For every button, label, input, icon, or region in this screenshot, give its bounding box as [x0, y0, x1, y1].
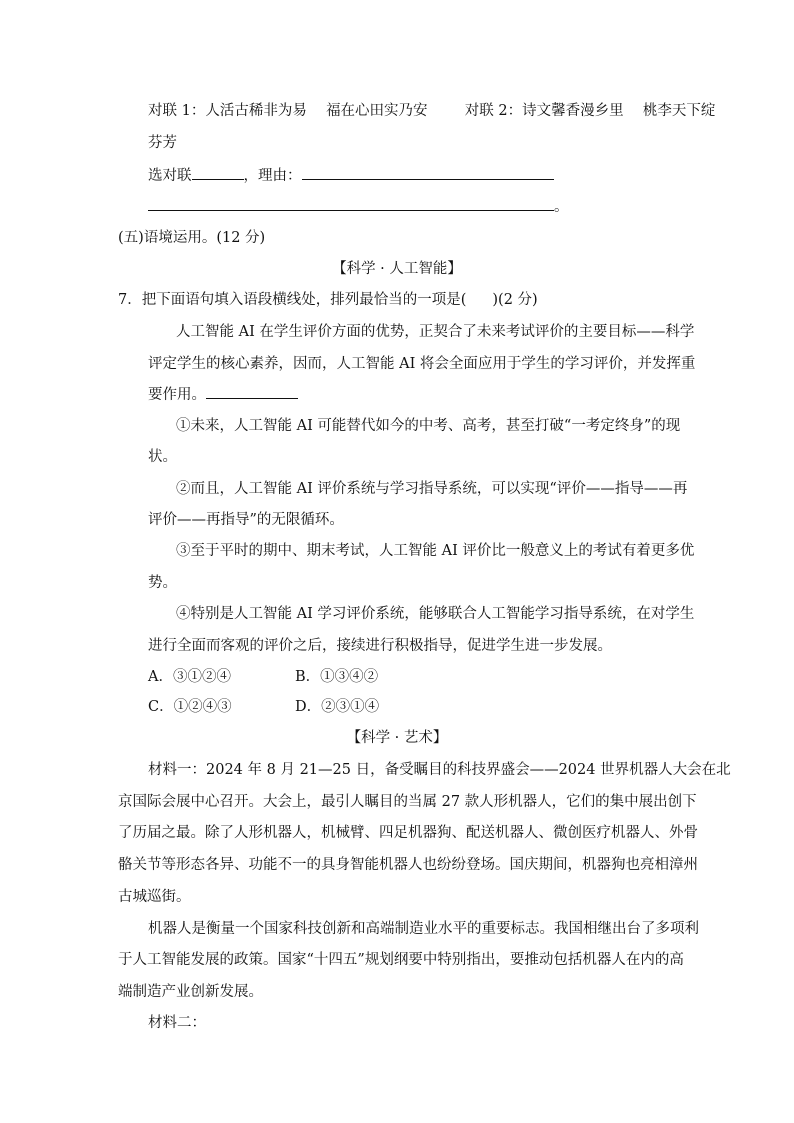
subtitle-ai: 【科学 · 人工智能】	[332, 261, 462, 277]
material-2-label: 材料二：	[148, 1015, 206, 1031]
q7-sentence-4a: ④特别是人工智能 AI 学习评价系统，能够联合人工智能学习指导系统，在对学生	[176, 606, 695, 622]
couplet-1-first: 对联 1：人活古稀非为易	[148, 103, 307, 119]
material-1-line2: 京国际会展中心召开。大会上，最引人瞩目的当属 27 款人形机器人，它们的集中展出创下	[118, 794, 697, 810]
subtitle-art: 【科学 · 艺术】	[346, 730, 448, 746]
q7-sentence-3a: ③至于平时的期中、期末考试，人工智能 AI 评价比一般意义上的考试有着更多优	[176, 543, 695, 559]
q7-sentence-4b: 进行全面而客观的评价之后，接续进行积极指导，促进学生进一步发展。	[148, 638, 612, 654]
q7-stem-text: 7．把下面语句填入语段横线处，排列最恰当的一项是(	[118, 292, 467, 308]
couplet-line	[148, 101, 715, 121]
couplet-choice-blank[interactable]	[192, 165, 244, 180]
couplet-continuation: 芬芳	[148, 135, 177, 151]
material-1-para2-line2: 于人工智能发展的政策。国家“十四五”规划纲要中特别指出，要推动包括机器人在内的高	[118, 952, 684, 968]
q7-sentence-3b: 势。	[148, 575, 177, 591]
q7-fill-blank[interactable]	[206, 384, 298, 399]
material-1-para2-line3: 端制造产业创新发展。	[118, 984, 263, 1000]
material-1-line1: 材料一：2024 年 8 月 21—25 日，备受瞩目的科技界盛会——2024 世界机器人大会在北	[148, 762, 731, 778]
q7-option-b[interactable]: B．①③④②	[295, 669, 379, 685]
reason-label: ，理由：	[243, 168, 302, 184]
q7-sentence-2a: ②而且，人工智能 AI 评价系统与学习指导系统，可以实现“评价——指导——再	[176, 481, 688, 497]
material-1-line4: 骼关节等形态各异、功能不一的具身智能机器人也纷纷登场。国庆期间，机器狗也亮相漳州	[118, 857, 698, 873]
q7-sentence-1b: 状。	[148, 449, 177, 465]
end-mark: 。	[554, 199, 569, 215]
q7-option-a[interactable]: A．③①②④	[148, 669, 231, 685]
q7-passage-line2: 评定学生的核心素养，因而，人工智能 AI 将会全面应用于学生的学习评价，并发挥重	[148, 356, 696, 372]
material-1-para2-line1: 机器人是衡量一个国家科技创新和高端制造业水平的重要标志。我国相继出台了多项利	[148, 921, 699, 937]
reason-row-2	[148, 196, 569, 217]
q7-sentence-1a: ①未来，人工智能 AI 可能替代如今的中考、高考，甚至打破“一考定终身”的现	[176, 418, 681, 434]
material-1-line3: 了历届之最。除了人形机器人，机械臂、四足机器狗、配送机器人、微创医疗机器人、外骨	[118, 825, 698, 841]
q7-passage-text: 要作用。	[148, 387, 206, 403]
reason-blank-2[interactable]	[148, 196, 554, 211]
couplet-answer-row	[148, 165, 554, 186]
couplet-2-first: 对联 2：诗文馨香漫乡里	[464, 103, 624, 119]
select-label: 选对联	[148, 168, 192, 184]
couplet-2-second: 桃李天下绽	[642, 103, 716, 119]
q7-passage-line3	[148, 384, 298, 405]
q7-passage-line1: 人工智能 AI 在学生评价方面的优势，正契合了未来考试评价的主要目标——科学	[176, 324, 695, 340]
material-1-line5: 古城巡街。	[118, 889, 191, 905]
section-title: (五)语境运用。(12 分)	[118, 230, 266, 246]
q7-option-c[interactable]: C．①②④③	[148, 699, 232, 715]
q7-stem	[118, 290, 538, 310]
reason-blank-1[interactable]	[302, 165, 554, 180]
q7-score: )(2 分)	[492, 292, 538, 308]
couplet-1-second: 福在心田实乃安	[326, 103, 428, 119]
q7-sentence-2b: 评价——再指导”的无限循环。	[148, 512, 344, 528]
q7-option-d[interactable]: D．②③①④	[295, 699, 380, 715]
